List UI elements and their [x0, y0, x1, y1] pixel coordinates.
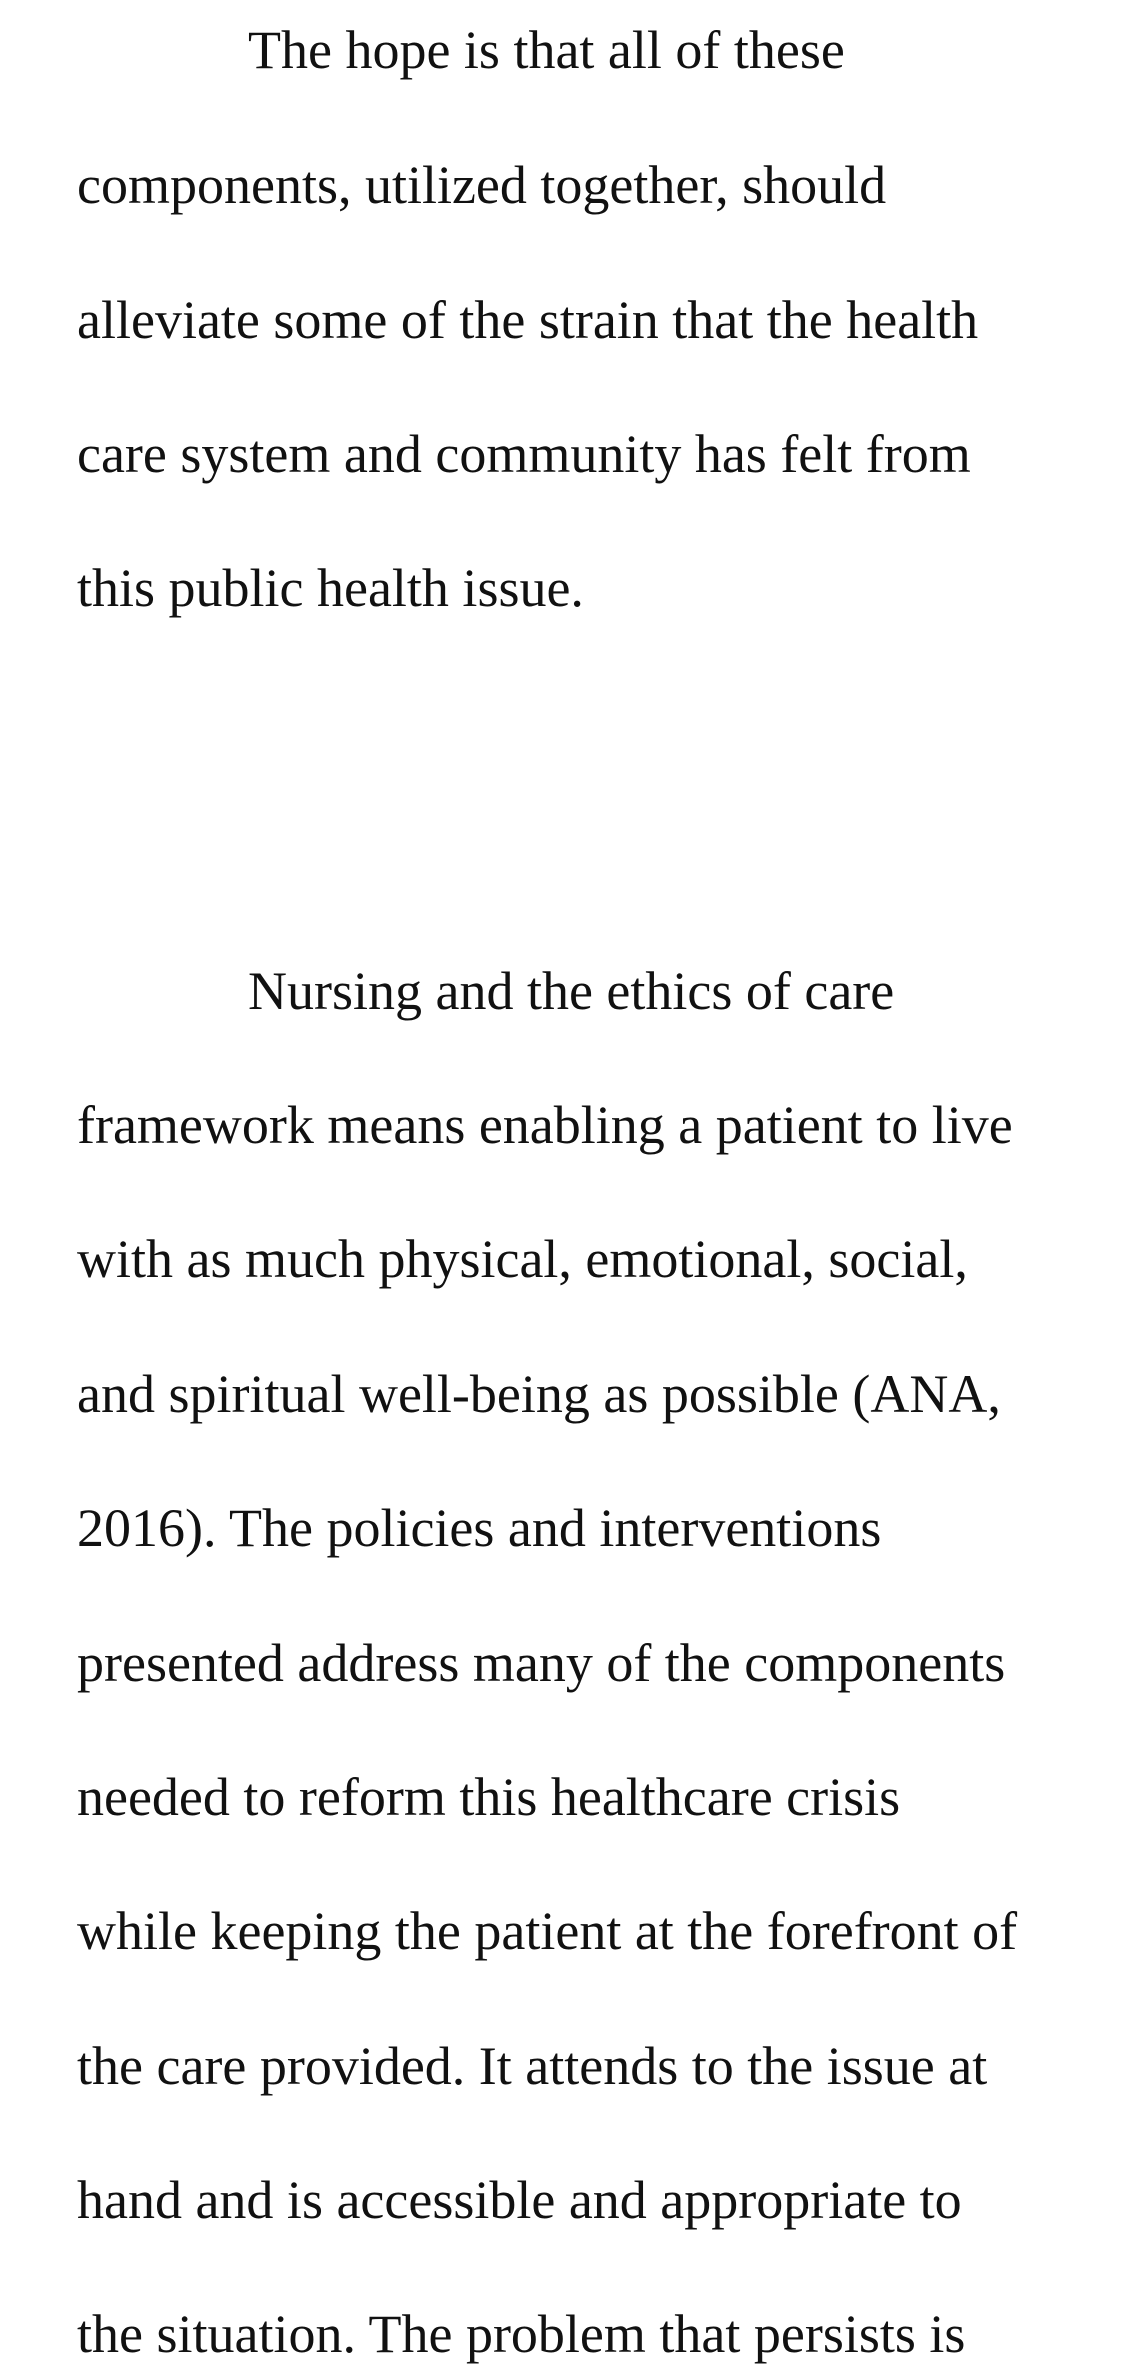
paragraph-line: and spiritual well-being as possible (ANA, — [77, 1364, 1001, 1424]
paragraph-line: The hope is that all of these — [248, 20, 845, 80]
paragraph-line: the care provided. It attends to the issue at — [77, 2036, 988, 2096]
paragraph-line: framework means enabling a patient to live — [77, 1095, 1013, 1155]
paragraph-line: the situation. The problem that persists is — [77, 2304, 966, 2364]
paragraph-line: Nursing and the ethics of care — [248, 961, 895, 1021]
paragraph-line: presented address many of the components — [77, 1633, 1006, 1693]
paragraph-line: care system and community has felt from — [77, 424, 971, 484]
paragraph-line: components, utilized together, should — [77, 155, 887, 215]
paragraph-line: this public health issue. — [77, 558, 584, 618]
paragraph-line: 2016). The policies and interventions — [77, 1498, 882, 1558]
paragraph-line: alleviate some of the strain that the health — [77, 290, 979, 350]
paragraph-line: hand and is accessible and appropriate to — [77, 2170, 962, 2230]
paragraph-line: while keeping the patient at the forefront of — [77, 1901, 1018, 1961]
paragraph-line: with as much physical, emotional, social, — [77, 1229, 968, 1289]
paragraph-line: needed to reform this healthcare crisis — [77, 1767, 901, 1827]
